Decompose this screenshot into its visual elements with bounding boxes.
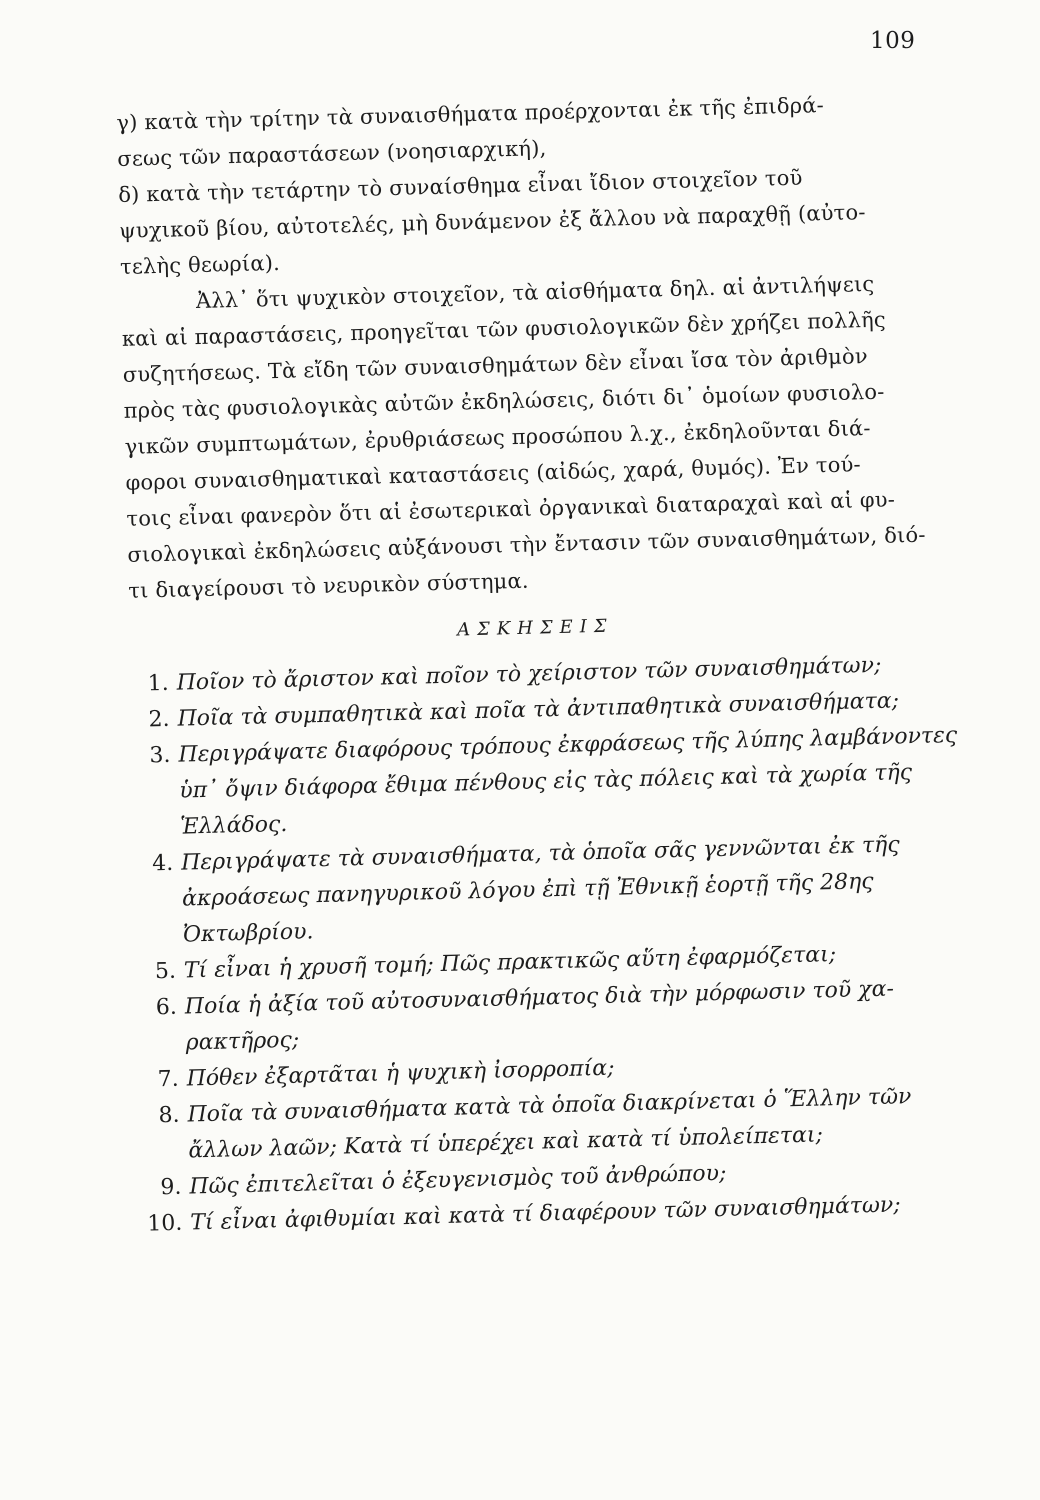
exercise-item <box>135 826 949 955</box>
exercise-line: Ποῖον τὸ ἄριστον καὶ ποῖον τὸ χείριστον τῶν συναισθημάτων; <box>176 652 882 696</box>
exercise-number: 7. <box>157 1066 179 1093</box>
prose-line: δ) κατὰ τὴν τετάρτην τὸ συναίσθημα εἶναι ἴδιον στοιχεῖον τοῦ <box>117 165 803 207</box>
exercise-line: Ποῖα τὰ συναισθήματα κατὰ τὰ ὁποῖα διακρίνεται ὁ Ἕλλην τῶν <box>187 1084 912 1128</box>
exercise-line: ὑπ᾽ ὄψιν διάφορα ἔθιμα πένθους εἰς τὰς πόλεις καὶ τὰ χωρία τῆς <box>179 760 913 804</box>
exercise-number: 10. <box>147 1210 183 1237</box>
prose-line: γ) κατὰ τὴν τρίτην τὰ συναισθήματα προέρχονται ἐκ τῆς ἐπιδρά- <box>116 93 825 135</box>
exercises-heading: ΑΣΚΗΣΕΙΣ <box>456 615 614 641</box>
prose-line: τελὴς θεωρία). <box>119 250 281 279</box>
prose-line: φοροι συναισθηματικαὶ καταστάσεις (αἰδώς, χαρά, θυμός). Ἐν τού- <box>125 452 862 495</box>
exercise-number: 2. <box>148 706 170 733</box>
prose-line: Ἀλλ᾽ ὅτι ψυχικὸν στοιχεῖον, τὰ αἰσθήματα δηλ. αἱ ἀντιλήψεις <box>195 271 875 314</box>
exercise-number: 5. <box>154 958 177 985</box>
exercise-line: Πῶς ἐπιτελεῖται ὁ ἐξευγενισμὸς τοῦ ἀνθρώπου; <box>189 1160 727 1200</box>
exercise-line: ἀκροάσεως πανηγυρικοῦ λόγου ἐπὶ τῇ Ἐθνικῇ ἑορτῇ τῆς 28ης <box>181 869 874 912</box>
exercise-number: 9. <box>160 1174 182 1201</box>
exercise-line: Περιγράψατε διαφόρους τρόπους ἐκφράσεως τῆς λύπης λαμβάνοντες <box>178 722 958 768</box>
exercise-line: Πόθεν ἐξαρτᾶται ἡ ψυχικὴ ἰσορροπία; <box>186 1055 615 1092</box>
exercise-line: Ποία ἡ ἀξία τοῦ αὐτοσυναισθήματος διὰ τὴν μόρφωσιν τοῦ χα- <box>184 976 895 1020</box>
page-text-block <box>116 84 957 1242</box>
exercise-item <box>132 718 958 847</box>
exercise-line: Ἑλλάδος. <box>179 811 288 840</box>
prose-line: πρὸς τὰς φυσιολογικὰς αὐτῶν ἐκδηλώσεις, διότι δι᾽ ὁμοίων φυσιολο- <box>123 379 885 423</box>
exercise-line: Τί εἶναι ἡ χρυσῆ τομή; Πῶς πρακτικῶς αὕτη ἐφαρμόζεται; <box>183 942 837 984</box>
prose-line: γικῶν συμπτωμάτων, ἐρυθριάσεως προσώπου λ.χ., ἐκδηλοῦνται διά- <box>124 416 871 459</box>
prose-line: τι διαγείρουσι τὸ νευρικὸν σύστημα. <box>127 568 530 603</box>
prose-line: ψυχικοῦ βίου, αὐτοτελές, μὴ δυνάμενον ἐξ ἄλλου νὰ παραχθῇ (αὐτο- <box>118 200 866 243</box>
exercise-number: 3. <box>149 742 171 769</box>
exercise-line: Περιγράψατε τὰ συναισθήματα, τὰ ὁποῖα σᾶς γεννῶνται ἐκ τῆς <box>180 832 900 876</box>
exercise-line: Τί εἶναι ἀφιθυμίαι καὶ κατὰ τί διαφέρουν τῶν συναισθημάτων; <box>189 1192 901 1236</box>
page-number: 109 <box>870 28 916 54</box>
exercise-line: Ὀκτωβρίου. <box>182 919 314 948</box>
exercise-line: ρακτῆρος; <box>185 1027 300 1056</box>
prose-line: σιολογικαὶ ἐκδηλώσεις αὐξάνουσι τὴν ἔντασιν τῶν συναισθημάτων, διό- <box>127 522 926 567</box>
exercise-line: Ποῖα τὰ συμπαθητικὰ καὶ ποῖα τὰ ἀντιπαθητικὰ συναισθήματα; <box>177 688 900 732</box>
exercise-list <box>130 646 956 1242</box>
exercise-number: 4. <box>151 850 174 877</box>
prose-line: συζητήσεως. Τὰ εἴδη τῶν συναισθημάτων δὲν εἶναι ἴσα τὸν ἀριθμὸν <box>122 344 869 387</box>
prose-line: τοις εἶναι φανερὸν ὅτι αἱ ἐσωτερικαὶ ὀργανικαὶ διαταραχαὶ καὶ αἱ φυ- <box>126 487 896 531</box>
prose-line: καὶ αἱ παραστάσεις, προηγεῖται τῶν φυσιολογικῶν δὲν χρήζει πολλῆς <box>121 307 887 351</box>
exercise-number: 6. <box>155 994 178 1021</box>
exercise-text <box>181 826 949 953</box>
exercise-number: 1. <box>147 670 169 697</box>
exercise-number: 8. <box>158 1102 180 1129</box>
prose-line: σεως τῶν παραστάσεων (νοησιαρχική), <box>117 136 547 171</box>
prose-section <box>116 84 940 608</box>
exercise-text <box>178 718 959 846</box>
exercise-line: ἄλλων λαῶν; Κατὰ τί ὑπερέχει καὶ κατὰ τί ὑπολείπεται; <box>188 1122 824 1164</box>
